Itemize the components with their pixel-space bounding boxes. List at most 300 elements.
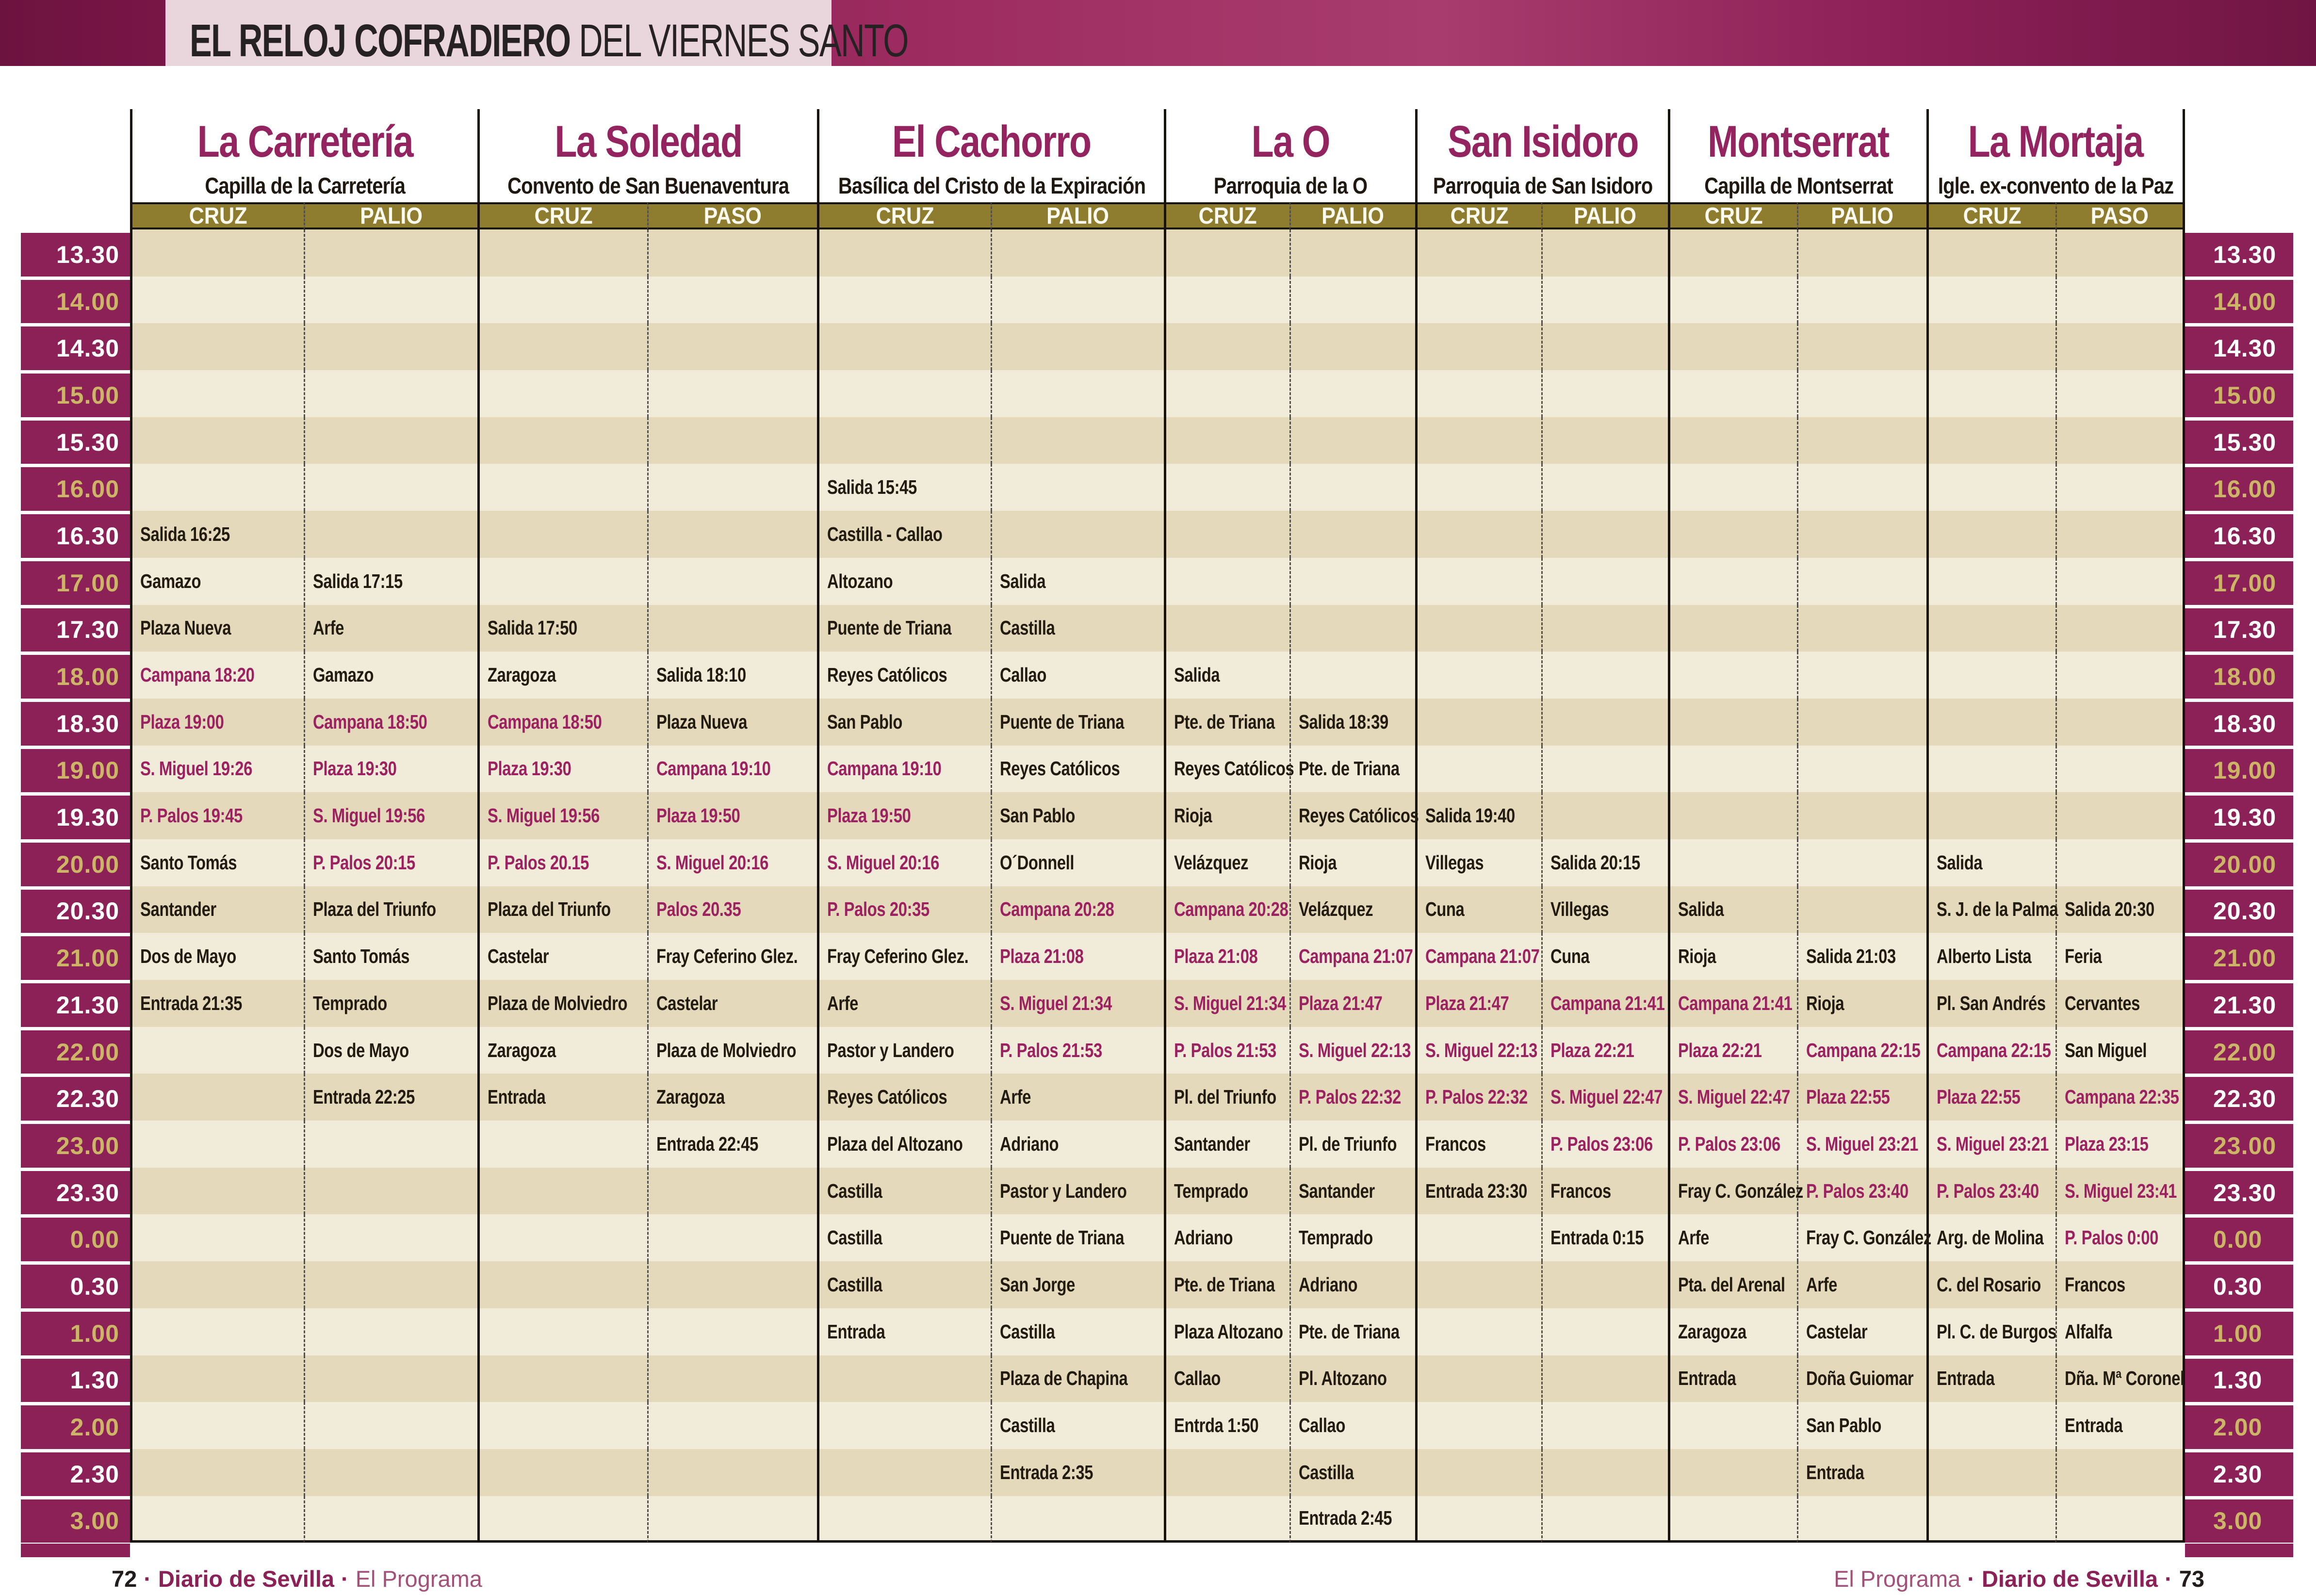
schedule-cell — [1797, 417, 1926, 464]
schedule-cell: Fray C. González — [1668, 1168, 1797, 1215]
schedule-cell — [1415, 1214, 1541, 1261]
schedule-cell — [1541, 792, 1668, 839]
schedule-cell — [1668, 1449, 1797, 1496]
time-label-left: 20.00 — [21, 839, 130, 886]
group-header-la-o — [1164, 109, 1415, 202]
schedule-cell: Santo Tomás — [130, 839, 304, 886]
schedule-cell: Campana 18:20 — [130, 651, 304, 699]
schedule-cell: Entrada 23:30 — [1415, 1168, 1541, 1215]
schedule-cell — [477, 1261, 647, 1308]
schedule-cell — [647, 1496, 817, 1543]
schedule-cell: Salida 18:10 — [647, 651, 817, 699]
time-label-right: 20.30 — [2185, 886, 2293, 933]
footer-separator: · — [2165, 1566, 2172, 1592]
schedule-cell — [304, 1449, 477, 1496]
time-label-left: 22.00 — [21, 1027, 130, 1074]
schedule-cell — [1668, 839, 1797, 886]
program-name: El Programa — [355, 1566, 482, 1592]
group-church: Capilla de la Carretería — [205, 173, 405, 198]
schedule-cell: Salida 15:45 — [817, 464, 991, 511]
schedule-cell: Entrda 1:50 — [1164, 1402, 1289, 1449]
schedule-cell — [1797, 792, 1926, 839]
schedule-cell: Dos de Mayo — [304, 1027, 477, 1074]
schedule-cell: Pte. de Triana — [1164, 1261, 1289, 1308]
time-label-right: 21.30 — [2185, 980, 2293, 1027]
schedule-cell — [1164, 1496, 1289, 1543]
schedule-cell: Castilla — [991, 1308, 1164, 1355]
schedule-cell: S. Miguel 19:56 — [477, 792, 647, 839]
schedule-cell — [647, 1449, 817, 1496]
schedule-cell: Castilla — [817, 1261, 991, 1308]
group-church: Capilla de Montserrat — [1704, 173, 1893, 198]
schedule-cell — [817, 1355, 991, 1402]
schedule-cell — [647, 417, 817, 464]
time-column-stub — [2185, 1544, 2293, 1557]
schedule-cell: Reyes Católicos — [991, 746, 1164, 793]
schedule-cell: Arfe — [304, 605, 477, 652]
schedule-cell: Rioja — [1289, 839, 1415, 886]
time-label-left: 15.30 — [21, 417, 130, 464]
time-label-left: 0.00 — [21, 1214, 130, 1261]
schedule-cell: Plaza 23:15 — [2055, 1121, 2185, 1168]
schedule-cell — [477, 323, 647, 370]
schedule-cell — [1415, 558, 1541, 605]
time-label-right: 23.30 — [2185, 1168, 2293, 1215]
schedule-cell — [477, 1121, 647, 1168]
schedule-cell — [1541, 605, 1668, 652]
schedule-cell: Plaza Nueva — [130, 605, 304, 652]
schedule-cell: Santo Tomás — [304, 933, 477, 980]
schedule-cell — [304, 511, 477, 558]
time-label-right: 0.00 — [2185, 1214, 2293, 1261]
schedule-cell — [1926, 277, 2055, 324]
schedule-cell — [1926, 605, 2055, 652]
time-label-left: 22.30 — [21, 1074, 130, 1121]
schedule-cell: Zaragoza — [477, 651, 647, 699]
group-church: Parroquia de la O — [1214, 173, 1368, 198]
schedule-cell — [2055, 792, 2185, 839]
subcolumn-header-la-mortaja-cruz: CRUZ — [1926, 202, 2055, 229]
schedule-cell: Salida — [1164, 651, 1289, 699]
schedule-cell — [2055, 464, 2185, 511]
top-banner — [0, 0, 2316, 66]
time-label-right: 23.00 — [2185, 1121, 2293, 1168]
schedule-cell: Zaragoza — [647, 1074, 817, 1121]
time-label-right: 16.00 — [2185, 464, 2293, 511]
footer-separator: · — [144, 1566, 151, 1592]
time-label-left: 20.30 — [21, 886, 130, 933]
time-label-left: 21.30 — [21, 980, 130, 1027]
page-number: 72 — [112, 1566, 137, 1592]
schedule-cell: Plaza 22:55 — [1797, 1074, 1926, 1121]
schedule-cell: Francos — [1541, 1168, 1668, 1215]
bar-spacer — [2185, 202, 2293, 229]
schedule-cell — [1289, 605, 1415, 652]
footer-right — [1834, 1565, 2204, 1593]
schedule-cell: Salida — [1926, 839, 2055, 886]
schedule-cell — [1541, 277, 1668, 324]
schedule-cell — [1926, 1402, 2055, 1449]
schedule-cell: Fray Ceferino Glez. — [647, 933, 817, 980]
schedule-cell — [1289, 277, 1415, 324]
schedule-cell: S. Miguel 22:47 — [1541, 1074, 1668, 1121]
schedule-cell — [1164, 464, 1289, 511]
schedule-cell: S. Miguel 23:21 — [1926, 1121, 2055, 1168]
schedule-cell — [1164, 558, 1289, 605]
time-label-right: 13.30 — [2185, 229, 2293, 277]
schedule-cell: Fray Ceferino Glez. — [817, 933, 991, 980]
schedule-cell: Reyes Católicos — [1289, 792, 1415, 839]
schedule-cell — [1541, 1355, 1668, 1402]
schedule-cell — [130, 323, 304, 370]
schedule-cell — [1164, 370, 1289, 417]
schedule-cell — [130, 229, 304, 277]
schedule-cell — [1668, 370, 1797, 417]
schedule-cell: Campana 21:41 — [1668, 980, 1797, 1027]
schedule-cell — [1415, 1355, 1541, 1402]
schedule-cell — [1668, 229, 1797, 277]
schedule-cell: Plaza 19:00 — [130, 699, 304, 746]
schedule-cell — [1541, 746, 1668, 793]
schedule-cell — [1415, 511, 1541, 558]
schedule-cell — [647, 1214, 817, 1261]
time-label-right: 17.30 — [2185, 605, 2293, 652]
schedule-cell: Santander — [1164, 1121, 1289, 1168]
schedule-cell: Villegas — [1415, 839, 1541, 886]
schedule-cell — [1926, 417, 2055, 464]
schedule-cell — [1797, 746, 1926, 793]
schedule-cell: Entrada — [477, 1074, 647, 1121]
schedule-cell — [2055, 651, 2185, 699]
schedule-cell: Pastor y Landero — [817, 1027, 991, 1074]
schedule-cell: Puente de Triana — [991, 1214, 1164, 1261]
schedule-cell — [1797, 605, 1926, 652]
schedule-cell — [477, 417, 647, 464]
group-name: San Isidoro — [1447, 117, 1638, 166]
schedule-cell: Plaza 19:30 — [304, 746, 477, 793]
title-box — [165, 0, 908, 66]
schedule-cell: P. Palos 23:06 — [1541, 1121, 1668, 1168]
schedule-cell: Castilla — [991, 1402, 1164, 1449]
schedule-cell: Plaza 22:21 — [1541, 1027, 1668, 1074]
subcolumn-header-la-carreteria-cruz: CRUZ — [130, 202, 304, 229]
schedule-cell: Zaragoza — [1668, 1308, 1797, 1355]
schedule-table — [21, 109, 2293, 1543]
schedule-cell — [2055, 839, 2185, 886]
schedule-cell — [647, 370, 817, 417]
schedule-cell: S. Miguel 20:16 — [817, 839, 991, 886]
schedule-cell: Campana 22:15 — [1797, 1027, 1926, 1074]
schedule-cell — [1797, 1496, 1926, 1543]
schedule-cell — [817, 370, 991, 417]
time-label-left: 17.30 — [21, 605, 130, 652]
schedule-cell — [477, 277, 647, 324]
schedule-cell — [647, 277, 817, 324]
time-label-left: 1.00 — [21, 1308, 130, 1355]
time-label-right: 18.30 — [2185, 699, 2293, 746]
schedule-cell — [1541, 1449, 1668, 1496]
schedule-cell — [1164, 417, 1289, 464]
schedule-cell: Salida 16:25 — [130, 511, 304, 558]
time-label-right: 16.30 — [2185, 511, 2293, 558]
schedule-cell — [1668, 464, 1797, 511]
schedule-cell: Cervantes — [2055, 980, 2185, 1027]
subcolumn-header-la-mortaja-paso: PASO — [2055, 202, 2185, 229]
schedule-cell: Castilla — [1289, 1449, 1415, 1496]
footer-left — [112, 1565, 482, 1593]
schedule-cell — [2055, 229, 2185, 277]
schedule-cell — [1289, 651, 1415, 699]
time-label-left: 18.30 — [21, 699, 130, 746]
schedule-cell: Callao — [1289, 1402, 1415, 1449]
schedule-cell — [130, 370, 304, 417]
schedule-cell: Cuna — [1541, 933, 1668, 980]
schedule-cell: Plaza 22:55 — [1926, 1074, 2055, 1121]
schedule-cell: Pl. Altozano — [1289, 1355, 1415, 1402]
schedule-cell: Dña. Mª Coronel — [2055, 1355, 2185, 1402]
time-label-right: 14.30 — [2185, 323, 2293, 370]
subcolumn-header-la-soledad-paso: PASO — [647, 202, 817, 229]
schedule-cell — [130, 1168, 304, 1215]
schedule-cell — [817, 277, 991, 324]
schedule-cell: Plaza Altozano — [1164, 1308, 1289, 1355]
schedule-cell — [1415, 323, 1541, 370]
schedule-cell: Salida 20:15 — [1541, 839, 1668, 886]
schedule-cell — [1926, 229, 2055, 277]
time-column-header — [2185, 109, 2293, 202]
schedule-cell — [647, 1355, 817, 1402]
schedule-cell: Pl. del Triunfo — [1164, 1074, 1289, 1121]
schedule-cell: S. Miguel 21:34 — [1164, 980, 1289, 1027]
time-label-right: 1.30 — [2185, 1355, 2293, 1402]
time-label-right: 20.00 — [2185, 839, 2293, 886]
schedule-cell — [1415, 277, 1541, 324]
schedule-cell — [1415, 746, 1541, 793]
schedule-cell — [647, 1402, 817, 1449]
subcolumn-header-el-cachorro-palio: PALIO — [991, 202, 1164, 229]
group-header-san-isidoro — [1415, 109, 1668, 202]
schedule-cell — [1926, 558, 2055, 605]
schedule-cell — [1668, 651, 1797, 699]
schedule-cell: P. Palos 19:45 — [130, 792, 304, 839]
schedule-cell: Pl. C. de Burgos — [1926, 1308, 2055, 1355]
schedule-cell: Castilla — [817, 1168, 991, 1215]
schedule-cell — [304, 1496, 477, 1543]
schedule-cell: S. Miguel 21:34 — [991, 980, 1164, 1027]
schedule-cell: Santander — [1289, 1168, 1415, 1215]
schedule-cell — [2055, 277, 2185, 324]
subcolumn-header-montserrat-cruz: CRUZ — [1668, 202, 1797, 229]
schedule-cell — [477, 1214, 647, 1261]
time-column-stub — [21, 1544, 130, 1557]
schedule-cell: Plaza 21:08 — [991, 933, 1164, 980]
page-title — [190, 16, 908, 66]
schedule-cell — [1926, 746, 2055, 793]
schedule-cell — [817, 1449, 991, 1496]
schedule-cell: Entrada — [1797, 1449, 1926, 1496]
schedule-cell: Santander — [130, 886, 304, 933]
schedule-cell — [1541, 651, 1668, 699]
schedule-cell — [1926, 511, 2055, 558]
schedule-cell — [1541, 511, 1668, 558]
schedule-cell — [1797, 370, 1926, 417]
footer-separator: · — [341, 1566, 349, 1592]
schedule-cell: P. Palos 22:32 — [1289, 1074, 1415, 1121]
schedule-cell: Arfe — [991, 1074, 1164, 1121]
schedule-cell: P. Palos 0:00 — [2055, 1214, 2185, 1261]
time-label-right: 0.30 — [2185, 1261, 2293, 1308]
schedule-cell — [477, 1308, 647, 1355]
schedule-cell: Pastor y Landero — [991, 1168, 1164, 1215]
schedule-cell: Arfe — [817, 980, 991, 1027]
group-church: Basílica del Cristo de la Expiración — [838, 173, 1145, 198]
schedule-cell: Dos de Mayo — [130, 933, 304, 980]
schedule-cell: Campana 21:07 — [1289, 933, 1415, 980]
schedule-cell: Callao — [991, 651, 1164, 699]
schedule-cell — [1415, 370, 1541, 417]
schedule-cell — [647, 1168, 817, 1215]
time-column-header — [21, 109, 130, 202]
schedule-cell: Velázquez — [1289, 886, 1415, 933]
group-church: Igle. ex-convento de la Paz — [1938, 173, 2174, 198]
schedule-cell: P. Palos 21:53 — [1164, 1027, 1289, 1074]
schedule-cell — [1668, 417, 1797, 464]
schedule-cell — [817, 323, 991, 370]
group-name: La O — [1251, 117, 1330, 166]
schedule-cell: Villegas — [1541, 886, 1668, 933]
schedule-cell — [1926, 1496, 2055, 1543]
schedule-cell: Campana 21:07 — [1415, 933, 1541, 980]
schedule-cell — [1289, 370, 1415, 417]
schedule-cell — [1926, 792, 2055, 839]
schedule-cell — [304, 1402, 477, 1449]
time-label-right: 17.00 — [2185, 558, 2293, 605]
schedule-cell — [1415, 1402, 1541, 1449]
schedule-cell: Adriano — [1164, 1214, 1289, 1261]
schedule-cell: Alberto Lista — [1926, 933, 2055, 980]
schedule-cell: Campana 22:15 — [1926, 1027, 2055, 1074]
schedule-cell: Castilla — [817, 1214, 991, 1261]
page-title-bold: EL RELOJ COFRADIERO — [190, 15, 571, 66]
schedule-cell: Cuna — [1415, 886, 1541, 933]
schedule-cell: P. Palos 23:40 — [1926, 1168, 2055, 1215]
schedule-cell: Entrada — [1926, 1355, 2055, 1402]
schedule-cell — [1541, 1261, 1668, 1308]
page-number: 73 — [2179, 1566, 2204, 1592]
schedule-cell: Entrada — [817, 1308, 991, 1355]
subcolumn-header-san-isidoro-palio: PALIO — [1541, 202, 1668, 229]
schedule-cell — [1164, 323, 1289, 370]
schedule-cell — [817, 229, 991, 277]
schedule-cell — [1289, 229, 1415, 277]
schedule-cell: Salida 17:50 — [477, 605, 647, 652]
schedule-cell: Campana 20:28 — [991, 886, 1164, 933]
schedule-cell — [1415, 229, 1541, 277]
schedule-cell — [1289, 511, 1415, 558]
brand-name: Diario de Sevilla — [158, 1566, 335, 1592]
schedule-cell: Plaza 21:08 — [1164, 933, 1289, 980]
schedule-cell: Entrada 22:45 — [647, 1121, 817, 1168]
subcolumn-header-san-isidoro-cruz: CRUZ — [1415, 202, 1541, 229]
schedule-cell: Francos — [1415, 1121, 1541, 1168]
schedule-cell — [1415, 651, 1541, 699]
schedule-cell — [1164, 229, 1289, 277]
schedule-cell — [1797, 277, 1926, 324]
schedule-cell: San Pablo — [991, 792, 1164, 839]
schedule-cell — [1415, 1308, 1541, 1355]
schedule-cell — [1668, 558, 1797, 605]
time-label-right: 21.00 — [2185, 933, 2293, 980]
group-header-montserrat — [1668, 109, 1926, 202]
time-label-right: 14.00 — [2185, 277, 2293, 324]
schedule-cell — [1668, 699, 1797, 746]
schedule-cell — [1668, 605, 1797, 652]
schedule-cell — [477, 370, 647, 417]
schedule-cell: Plaza 19:50 — [817, 792, 991, 839]
schedule-cell: Fray C. González — [1797, 1214, 1926, 1261]
schedule-cell — [1289, 417, 1415, 464]
schedule-cell — [2055, 1449, 2185, 1496]
schedule-cell — [1668, 746, 1797, 793]
schedule-cell: San Miguel — [2055, 1027, 2185, 1074]
time-label-right: 18.00 — [2185, 651, 2293, 699]
schedule-cell: Reyes Católicos — [817, 651, 991, 699]
schedule-cell — [991, 511, 1164, 558]
schedule-cell: Gamazo — [130, 558, 304, 605]
schedule-cell: S. Miguel 22:47 — [1668, 1074, 1797, 1121]
bar-spacer — [21, 202, 130, 229]
time-label-left: 23.30 — [21, 1168, 130, 1215]
schedule-cell — [1289, 323, 1415, 370]
schedule-cell — [2055, 558, 2185, 605]
schedule-cell: Plaza 21:47 — [1415, 980, 1541, 1027]
schedule-cell: Velázquez — [1164, 839, 1289, 886]
schedule-cell — [991, 229, 1164, 277]
schedule-cell: Temprado — [1289, 1214, 1415, 1261]
schedule-cell — [1797, 839, 1926, 886]
time-label-left: 2.30 — [21, 1449, 130, 1496]
schedule-cell: Arfe — [1797, 1261, 1926, 1308]
schedule-cell: Puente de Triana — [991, 699, 1164, 746]
schedule-cell: Campana 20:28 — [1164, 886, 1289, 933]
group-header-la-carreteria — [130, 109, 477, 202]
schedule-cell — [130, 1355, 304, 1402]
time-label-left: 14.30 — [21, 323, 130, 370]
subcolumn-header-la-o-cruz: CRUZ — [1164, 202, 1289, 229]
schedule-cell — [647, 464, 817, 511]
schedule-cell — [1164, 605, 1289, 652]
schedule-cell: P. Palos 23:06 — [1668, 1121, 1797, 1168]
schedule-cell: Salida 17:15 — [304, 558, 477, 605]
time-label-right: 19.00 — [2185, 746, 2293, 793]
schedule-cell — [1164, 511, 1289, 558]
schedule-cell — [647, 323, 817, 370]
schedule-cell: Adriano — [991, 1121, 1164, 1168]
time-label-left: 19.30 — [21, 792, 130, 839]
time-label-left: 15.00 — [21, 370, 130, 417]
schedule-cell: P. Palos 22:32 — [1415, 1074, 1541, 1121]
schedule-cell — [1797, 558, 1926, 605]
schedule-cell: S. Miguel 19:56 — [304, 792, 477, 839]
schedule-cell: Francos — [2055, 1261, 2185, 1308]
schedule-cell: P. Palos 20:35 — [817, 886, 991, 933]
schedule-cell — [1541, 417, 1668, 464]
schedule-cell: Plaza 21:47 — [1289, 980, 1415, 1027]
group-header-la-soledad — [477, 109, 817, 202]
schedule-cell — [304, 229, 477, 277]
schedule-cell: Temprado — [1164, 1168, 1289, 1215]
subcolumn-header-el-cachorro-cruz: CRUZ — [817, 202, 991, 229]
